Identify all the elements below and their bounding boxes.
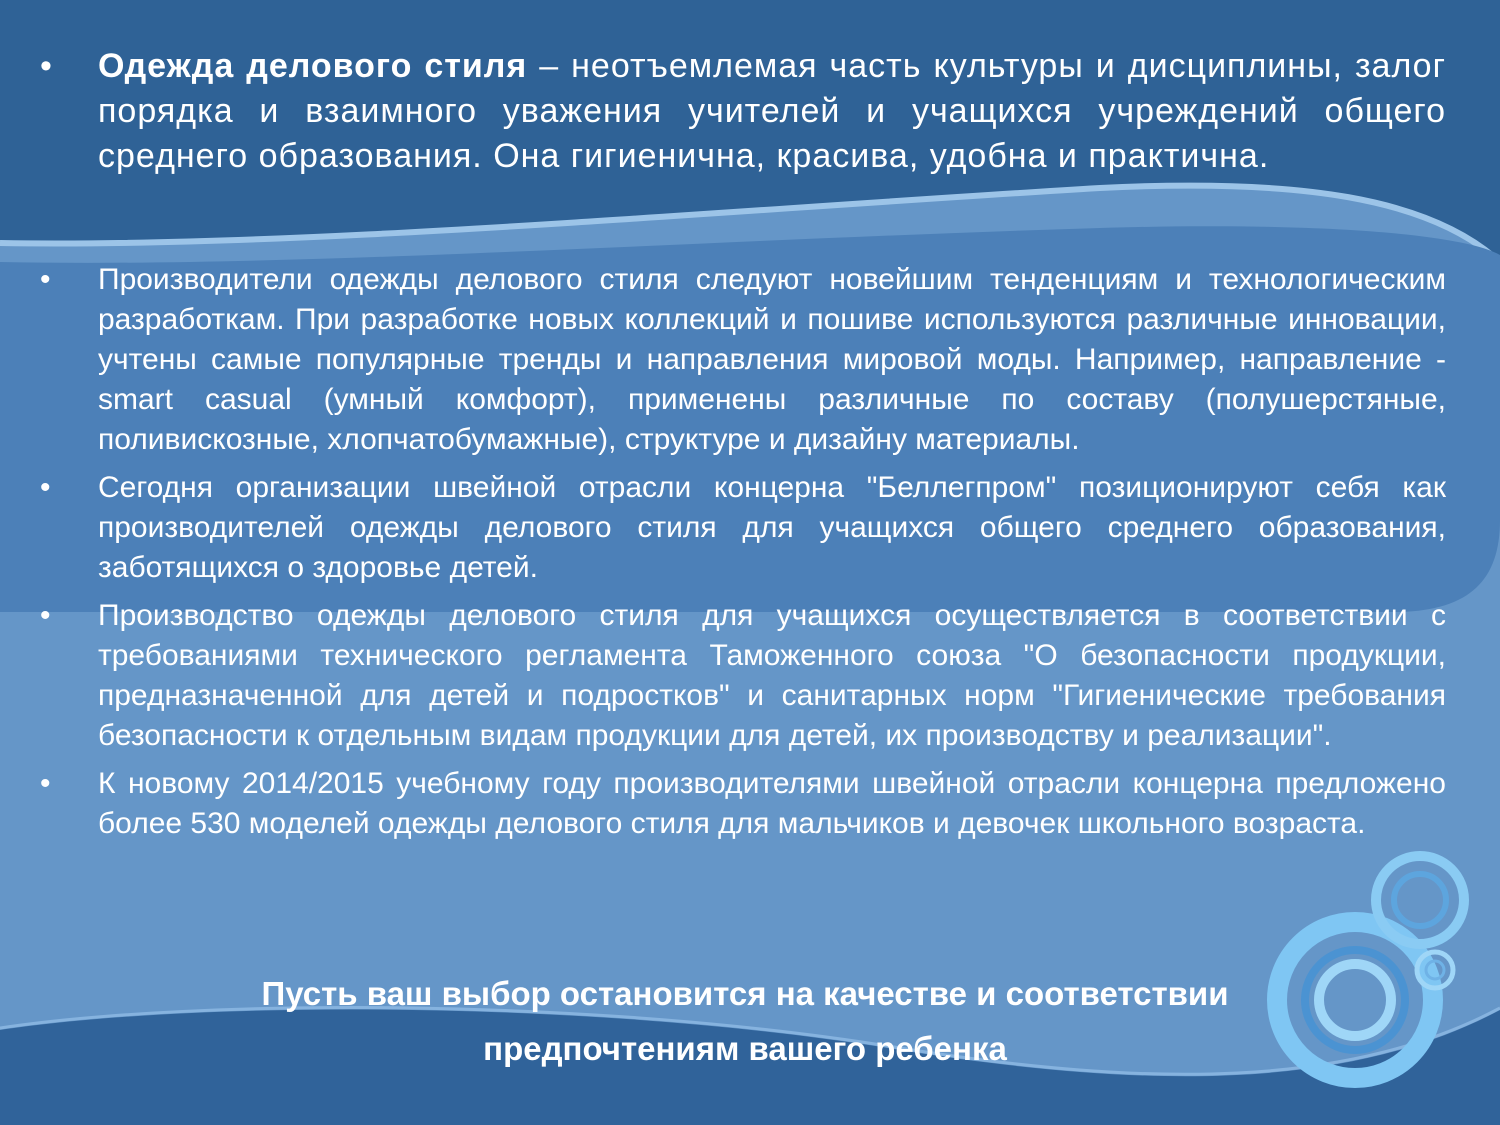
point-text: К новому 2014/2015 учебному году производителями швейной отрасли концерна предложено более 530 моделей одежды делового стиля для мальчиков и девочек школьного возраста.	[98, 767, 1446, 840]
bullet-dot: •	[40, 47, 53, 85]
bullet-item	[40, 44, 1446, 179]
bullet-dot: •	[40, 767, 51, 800]
closing-line-2: предпочтениям вашего ребенка	[483, 1030, 1007, 1067]
bullet-item	[40, 596, 1446, 756]
bullet-item	[40, 764, 1446, 844]
bullet-item	[40, 260, 1446, 460]
bullet-dot: •	[40, 471, 51, 504]
intro-text: – неотъемлемая часть культуры и дисциплины, залог порядка и взаимного уважения учителей и учащихся учреждений общего среднего образования. Она гигиенична, красива, удобна и практична.	[98, 47, 1446, 175]
intro-bold-text: Одежда делового стиля	[98, 47, 528, 85]
bullet-dot: •	[40, 263, 51, 296]
bullet-item	[40, 468, 1446, 588]
bullet-dot: •	[40, 599, 51, 632]
point-text: Производство одежды делового стиля для учащихся осуществляется в соответствии с требованиями технического регламента Таможенного союза "О безопасности продукции, предназначенной для детей и подростков" и санитарных норм "Гигиенические требования безопасности к отдельным видам продукции для детей, их производству и реализации".	[98, 599, 1446, 752]
intro-list	[40, 44, 1446, 179]
point-text: Сегодня организации швейной отрасли концерна "Беллегпром" позиционируют себя как производителей одежды делового стиля для учащихся общего среднего образования, заботящихся о здоровье детей.	[98, 471, 1446, 584]
points-list	[40, 260, 1446, 852]
closing-line-1: Пусть ваш выбор остановится на качестве и соответствии	[261, 975, 1229, 1012]
point-text: Производители одежды делового стиля следуют новейшим тенденциям и технологическим разработкам. При разработке новых коллекций и пошиве используются различные инновации, учтены самые популярные тренды и направления мировой моды. Например, направление - smart casual (умный комфорт), применены различные по составу (полушерстяные, поливискозные, хлопчатобумажные), структуре и дизайну материалы.	[98, 263, 1446, 456]
